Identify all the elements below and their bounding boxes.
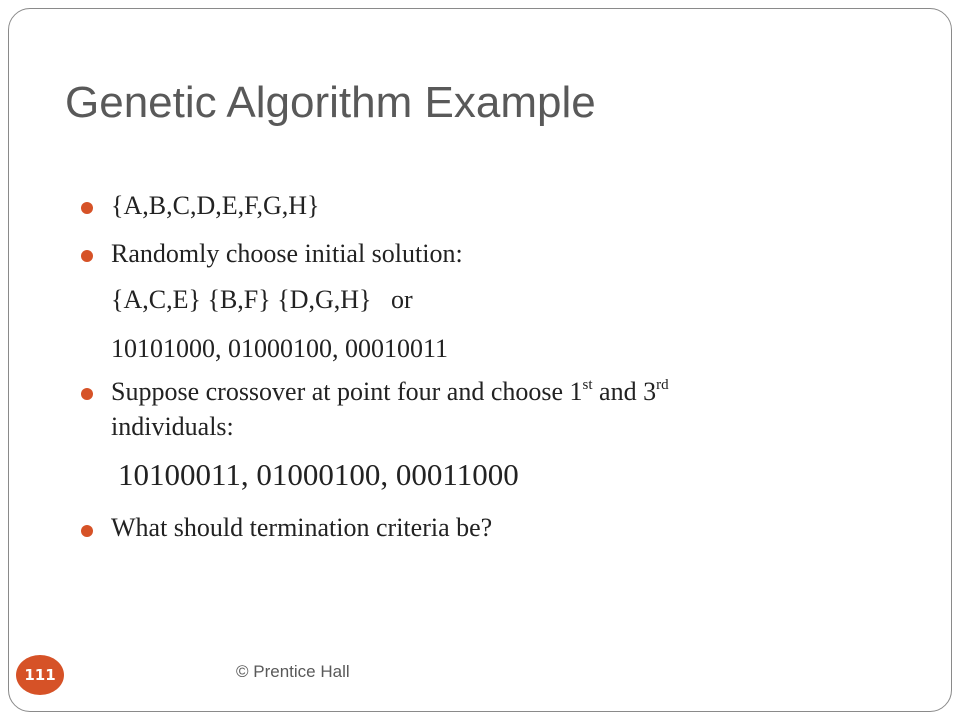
crossover-sup-rd: rd: [656, 377, 669, 393]
bullet-random-solution: Randomly choose initial solution:: [111, 239, 463, 268]
page-number-badge: 111: [16, 655, 64, 695]
slide-title: Genetic Algorithm Example: [65, 78, 596, 127]
crossover-text-1: Suppose crossover at point four and choose 1: [111, 377, 583, 406]
crossover-sup-st: st: [582, 377, 593, 393]
bullet-icon: [81, 525, 93, 537]
bullet-icon: [81, 202, 93, 214]
crossover-line-2: individuals:: [111, 412, 234, 441]
initial-groups: {A,C,E} {B,F} {D,G,H} or: [111, 285, 413, 314]
crossover-text-2: and 3: [592, 377, 657, 406]
bullet-set: {A,B,C,D,E,F,G,H}: [111, 191, 320, 220]
bullet-icon: [81, 250, 93, 262]
footer-copyright: © Prentice Hall: [236, 662, 350, 681]
bullet-crossover: [111, 377, 669, 407]
initial-bitstrings: 10101000, 01000100, 00010011: [111, 334, 449, 363]
bullet-termination: What should termination criteria be?: [111, 513, 493, 542]
crossover-result: 10100011, 01000100, 00011000: [118, 457, 519, 492]
bullet-icon: [81, 388, 93, 400]
